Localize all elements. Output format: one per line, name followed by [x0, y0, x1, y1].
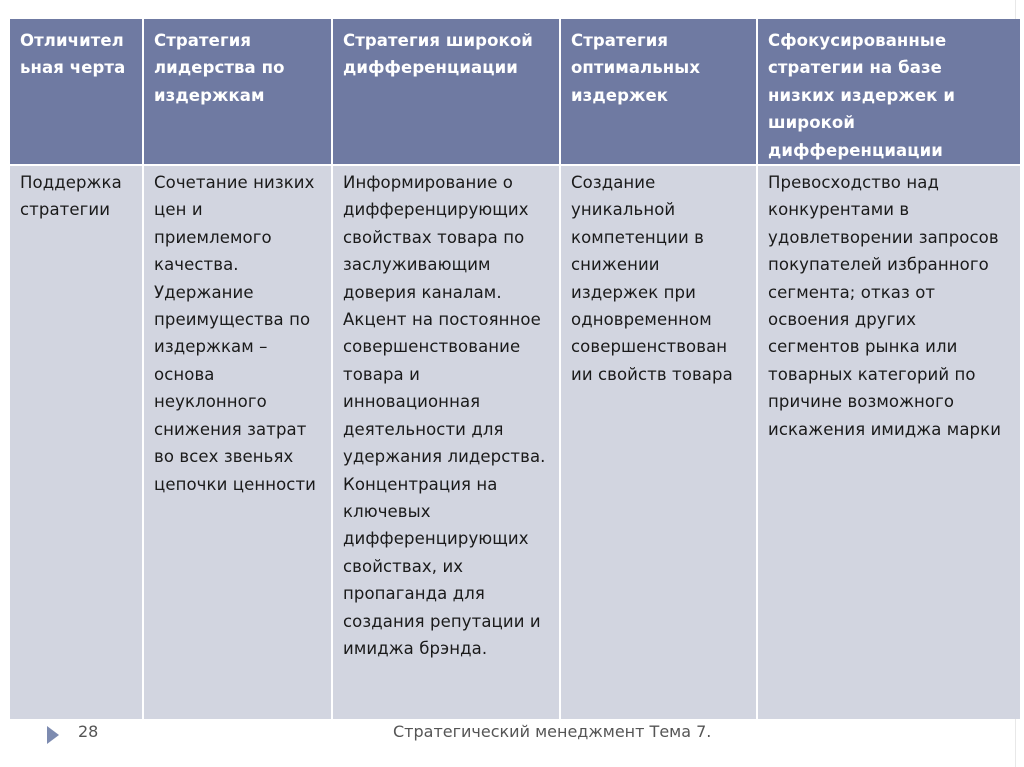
- slide-number: 28: [78, 722, 99, 741]
- header-cell-cost-leadership: Стратегия лидерства по издержкам: [144, 19, 333, 166]
- footer-title: Стратегический менеджмент Тема 7.: [393, 722, 712, 741]
- cell-broad-differentiation: Информирование о дифференцирующих свойствах товара по заслуживающим доверия каналам. Акцент на постоянное совершенствование товара и инновационная деятельности для удержания лидерства. Концентрация на ключевых дифференцирующих свойствах, их пропаганда для создания репутации и имиджа брэнда.: [333, 166, 561, 719]
- cell-focused: Превосходство над конкурентами в удовлетворении запросов покупателей избранного сегмента; отказ от освоения других сегментов рынка или товарных категорий по причине возможного искажения имиджа марки: [758, 166, 1020, 719]
- table-row: [10, 166, 1020, 719]
- cell-cost-leadership: Сочетание низких цен и приемлемого качества. Удержание преимущества по издержкам – основа неуклонного снижения затрат во всех звеньях цепочки ценности: [144, 166, 333, 719]
- header-cell-broad-differentiation: Стратегия широкой дифференциации: [333, 19, 561, 166]
- header-cell-feature: Отличител ьная черта: [10, 19, 144, 166]
- cell-best-cost: Создание уникальной компетенции в снижении издержек при одновременном совершенствован ии свойств товара: [561, 166, 758, 719]
- triangle-right-icon: [47, 726, 59, 744]
- header-cell-focused: Сфокусированные стратегии на базе низких издержек и широкой дифференциации: [758, 19, 1020, 166]
- strategy-comparison-table: [10, 19, 1020, 719]
- cell-feature-support: Поддержка стратегии: [10, 166, 144, 719]
- header-cell-best-cost: Стратегия оптимальных издержек: [561, 19, 758, 166]
- table-header-row: [10, 19, 1020, 166]
